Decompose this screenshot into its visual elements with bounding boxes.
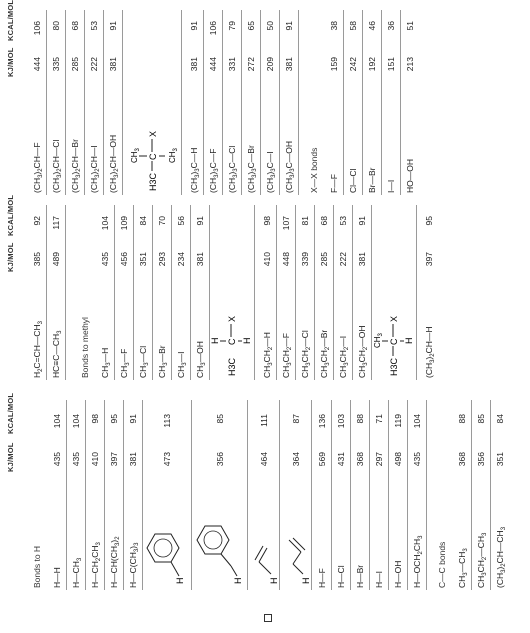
kj-value: 397 [424,252,434,267]
kcal-value: 91 [128,414,138,424]
kj-value: 356 [476,452,486,467]
kcal-value: 53 [89,21,99,31]
kcal-value: 92 [32,216,42,226]
bond-name: $H—CH(CH_3)_2$ [109,536,121,588]
kj-value: 410 [90,452,100,467]
structure-row [193,400,248,590]
table-row [351,400,370,590]
kj-value: 368 [457,452,467,467]
page-marker-box [264,614,272,622]
table-row [124,400,143,590]
svg-text:H: H [301,577,311,584]
kj-value: 385 [32,252,42,267]
kj-value: 448 [281,252,291,267]
svg-text:X: X [148,130,158,137]
kcal-value: 58 [348,21,358,31]
kcal-value: 50 [265,21,275,31]
kj-value: 331 [227,57,237,72]
kcal-value: 80 [51,21,61,31]
kj-value: 293 [157,252,167,267]
svg-text:X: X [227,315,237,322]
kcal-value: 51 [405,21,415,31]
kcal-value: 111 [259,414,269,427]
bond-name: $CH_3—Cl$ [138,345,150,378]
bond-name: $(CH_3)_2CH—H$ [424,326,436,378]
bond-name: $H—CH_2CH_3$ [90,542,102,588]
section-label: X—X bonds [309,147,319,193]
kcal-value: 113 [162,414,172,428]
methyl-x-structure [210,308,250,378]
methyl-x [210,308,257,378]
table-row [28,10,47,195]
kj-value: 339 [300,252,310,267]
kj-value: 381 [189,57,199,72]
kcal-value: 70 [157,216,167,226]
header-kcal: KCAL/MOL [6,0,15,41]
table-row [353,205,372,380]
kcal-value: 104 [100,216,110,231]
bond-name: I—I [386,179,396,193]
kj-value: 397 [109,452,119,467]
bond-name: $(CH_3)_2CH—OH$ [108,134,120,193]
structure-row [372,205,417,380]
bond-name: $CH_3—Br$ [157,345,169,378]
kj-value: 381 [284,57,294,72]
benzyl-structure [193,518,243,588]
table-row [258,205,277,380]
section-label: C—C bonds [437,541,447,588]
bond-name: $CH_3—H$ [100,347,112,378]
kj-value: 234 [176,252,186,267]
svg-text:C: C [389,338,399,345]
table-row [66,10,85,195]
section-label: Bonds to methyl [80,317,90,378]
kj-value: 151 [386,57,396,72]
table-row [325,10,344,195]
svg-text:H: H [404,337,414,344]
table-row [401,10,419,195]
table-row [453,400,472,590]
kcal-value: 91 [284,21,294,31]
header-kj: KJ/MOL [6,442,15,472]
kj-value: 456 [119,252,129,267]
kj-value: 285 [319,252,329,267]
bond-name: $(CH_3)_3C—H$ [189,147,201,193]
bond-name: $(CH_3)_2CH—Cl$ [51,139,63,193]
table-row [47,10,66,195]
bond-name: $(CH_3)_3C—Br$ [246,145,258,193]
table-row [47,205,66,380]
table-row [105,400,124,590]
table-row [313,400,332,590]
benzene [143,528,194,588]
kcal-value: 91 [195,216,205,226]
table-row [85,10,104,195]
kj-value: 435 [71,452,81,467]
kj-value: 192 [367,57,377,72]
kcal-value: 46 [367,21,377,31]
table-row [261,10,280,195]
kcal-value: 104 [412,414,422,429]
column-group [0,0,530,195]
svg-text:H: H [269,577,279,584]
kj-value: 381 [357,252,367,267]
kj-value: 209 [265,57,275,72]
kj-value: 297 [374,452,384,467]
kj-value: 473 [162,452,172,467]
tertbutyl-x-structure [129,123,177,193]
table-row [389,400,408,590]
kcal-value: 119 [393,414,403,428]
table-row [491,400,509,590]
kcal-value: 81 [300,216,310,226]
kj-value: 435 [412,452,422,467]
kcal-value: 98 [90,414,100,424]
bond-name: $(CH_3)_3C—Cl$ [227,145,239,193]
kj-value: 444 [208,57,218,72]
bond-name: F—F [329,174,339,193]
table-row [204,10,223,195]
svg-text:X: X [389,315,399,322]
table-row [28,205,47,380]
kcal-value: 53 [338,216,348,226]
kj-value: 159 [329,57,339,72]
table-row [172,205,191,380]
svg-text:H: H [233,577,243,584]
kcal-value: 65 [246,21,256,31]
table-row [332,400,351,590]
table-row [277,205,296,380]
svg-text:CH3: $CH_3$ [130,148,141,163]
header-kcal: KCAL/MOL [6,194,15,236]
bond-name: $CH_3CH_2—H$ [262,332,274,378]
kcal-value: 68 [319,216,329,226]
table-row [370,400,389,590]
svg-text:H: H [242,337,252,344]
allyl-structure [281,528,311,588]
table-row [280,10,299,195]
bond-name: Br—Br [367,167,377,193]
kcal-value: 136 [317,414,327,429]
kj-value: 381 [128,452,138,467]
bond-name: $CH_3CH_2—Br$ [319,329,331,378]
kj-value: 368 [355,452,365,467]
bond-name: $(CH_3)_2CH—I$ [89,145,101,193]
table-row [344,10,363,195]
kcal-value: 117 [51,216,61,230]
structure-row [281,400,312,590]
kcal-value: 79 [227,21,237,31]
header-kj: KJ/MOL [6,47,15,77]
structure-row [129,10,182,195]
kj-value: 356 [215,452,225,467]
svg-text:CH3: $CH_3$ [373,333,384,348]
isopropyl-x-structure [372,308,412,378]
header-kcal: KCAL/MOL [6,392,15,434]
svg-text:H: H [210,337,220,344]
table-row [242,10,261,195]
vinyl-structure [249,538,279,588]
bond-name: $HC\equiv C—CH_3$ [51,330,63,378]
svg-text:H: H [175,577,185,584]
kcal-value: 36 [386,21,396,31]
kcal-value: 104 [52,414,62,429]
bond-name: $CH_3CH_2—F$ [281,333,293,378]
kj-value: 364 [291,452,301,467]
kj-value: 498 [393,452,403,467]
kcal-value: 68 [70,21,80,31]
bond-name: H—I [374,571,384,588]
bond-name: $CH_3CH_2—I$ [338,335,350,378]
bond-name: H—Br [355,564,365,588]
column-group [0,194,530,380]
section-label: Bonds to H [32,545,42,588]
kj-value: 410 [262,252,272,267]
kj-value: 351 [495,452,505,467]
kj-value: 431 [336,452,346,467]
bond-name: $(CH_3)_2CH—F$ [32,142,44,193]
bond-name: H—F [317,568,327,588]
svg-text:C: C [148,153,158,160]
benzene-structure [143,528,187,588]
tertbutyl-x [129,123,184,193]
structure-row [210,205,255,380]
table-row [315,205,334,380]
table-row [472,400,491,590]
bond-name: $(CH_3)_3C—F$ [208,148,220,193]
table-row [334,205,353,380]
table-row [153,205,172,380]
bond-name: $H—CH_3$ [71,557,83,588]
kcal-value: 85 [476,414,486,424]
kcal-value: 91 [357,216,367,226]
kj-value: 435 [100,252,110,267]
kj-value: 464 [259,452,269,467]
table-row [86,400,105,590]
isopropyl-x [372,308,419,378]
structure-row [143,400,192,590]
table-row [296,205,315,380]
kcal-value: 106 [208,21,218,36]
kj-value: 272 [246,57,256,72]
table-row [363,10,382,195]
bond-name: $CH_3CH_2—CH_3$ [476,532,488,588]
kcal-value: 106 [32,21,42,36]
bond-name: $CH_3—CH_3$ [457,548,469,588]
bond-name: HO—OH [405,159,415,193]
bond-name: H—Cl [336,565,346,588]
kcal-value: 88 [355,414,365,424]
kcal-value: 107 [281,216,291,231]
kj-value: 489 [51,252,61,267]
kcal-value: 38 [329,21,339,31]
bond-name: $CH_3—F$ [119,348,131,378]
bond-name: $(CH_3)_3C—I$ [265,151,277,193]
table-row [223,10,242,195]
kj-value: 351 [138,252,148,267]
kcal-value: 95 [109,414,119,424]
bond-name: H—H [52,567,62,588]
bond-name: $(CH_3)_2CH—CH_3$ [495,526,507,588]
kcal-value: 91 [108,21,118,31]
kj-value: 381 [195,252,205,267]
kcal-value: 84 [138,216,148,226]
kj-value: 242 [348,57,358,72]
bond-name: $CH_3—OH$ [195,341,207,378]
kcal-value: 104 [71,414,81,429]
table-row [408,400,427,590]
kj-value: 435 [52,452,62,467]
bond-name: $(CH_3)_2CH—Br$ [70,139,82,193]
table-row [420,205,438,380]
kj-value: 335 [51,57,61,72]
kcal-value: 109 [119,216,129,231]
svg-text:H3C: H3C [227,357,237,376]
table-row [382,10,401,195]
kcal-value: 88 [457,414,467,424]
kcal-value: 84 [495,414,505,424]
svg-text:C: C [227,338,237,345]
kj-value: 381 [108,57,118,72]
bond-name: Cl—Cl [348,168,358,193]
table-row [104,10,123,195]
table-row [134,205,153,380]
svg-text:CH3: $CH_3$ [168,148,179,163]
bond-name: $(CH_3)_3C—OH$ [284,140,296,193]
bond-name: $H—C(CH_3)_3$ [128,542,140,588]
kj-value: 222 [338,252,348,267]
kcal-value: 85 [215,414,225,424]
kj-value: 285 [70,57,80,72]
column-group [0,392,530,590]
structure-row [249,400,280,590]
kcal-value: 98 [262,216,272,226]
kj-value: 213 [405,57,415,72]
svg-text:H3C: H3C [389,357,399,376]
benzyl [193,518,250,588]
bond-name: $CH_3—I$ [176,351,188,378]
kcal-value: 71 [374,414,384,424]
table-row [96,205,115,380]
table-row [185,10,204,195]
table-row [67,400,86,590]
bond-name: $CH_3CH_2—OH$ [357,325,369,378]
kj-value: 444 [32,57,42,72]
svg-text:H3C: H3C [148,172,158,191]
header-kj: KJ/MOL [6,242,15,272]
table-row [48,400,67,590]
kcal-value: 103 [336,414,346,429]
kcal-value: 91 [189,21,199,31]
table-row [191,205,210,380]
kj-value: 222 [89,57,99,72]
table-row [115,205,134,380]
kcal-value: 95 [424,216,434,226]
bond-name: H—OH [393,560,403,588]
bond-name: $H_2C=CH—CH_3$ [32,321,44,378]
kcal-value: 87 [291,414,301,424]
bond-name: $CH_3CH_2—Cl$ [300,330,312,378]
bond-name: $H—OCH_2CH_3$ [412,535,424,588]
kcal-value: 56 [176,216,186,226]
kj-value: 569 [317,452,327,467]
